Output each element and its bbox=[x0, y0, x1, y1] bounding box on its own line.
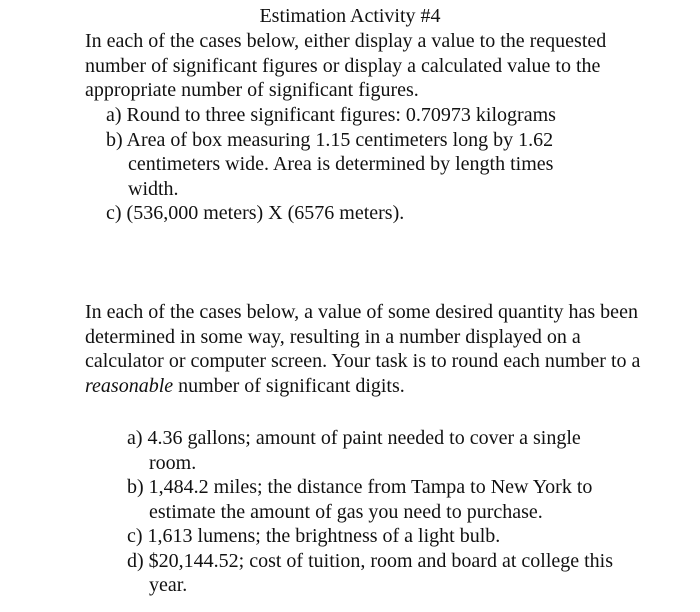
section1-item-c: c) (536,000 meters) X (6576 meters). bbox=[106, 202, 405, 224]
section2-item-c: c) 1,613 lumens; the brightness of a light bulb. bbox=[127, 525, 501, 547]
section1-list bbox=[106, 103, 596, 226]
section2-list bbox=[127, 426, 617, 598]
section2-item-b: b) 1,484.2 miles; the distance from Tampa to New York to estimate the amount of gas you need to purchase. bbox=[127, 476, 593, 523]
section2-intro-emphasis: reasonable bbox=[85, 374, 174, 397]
page-title: Estimation Activity #4 bbox=[259, 5, 441, 27]
section2-item-a: a) 4.36 gallons; amount of paint needed to cover a single room. bbox=[127, 427, 581, 474]
section2-intro bbox=[85, 300, 645, 398]
section1-item-b: b) Area of box measuring 1.15 centimeters long by 1.62 centimeters wide. Area is determined by length times width. bbox=[106, 128, 554, 200]
section2-intro-text: In each of the cases below, a value of some desired quantity has been determined in some way, resulting in a number displayed on a calculator or computer screen. Your task is to round each number to a bbox=[85, 301, 641, 372]
section2-item-d: d) $20,144.52; cost of tuition, room and board at college this year. bbox=[127, 549, 614, 596]
section1-item-a: a) Round to three significant figures: 0.70973 kilograms bbox=[106, 104, 556, 126]
section1-intro: In each of the cases below, either display a value to the requested number of significant figures or display a calculated value to the appropriate number of significant figures. bbox=[85, 30, 607, 101]
section2-intro-text-end: number of significant digits. bbox=[173, 374, 405, 397]
